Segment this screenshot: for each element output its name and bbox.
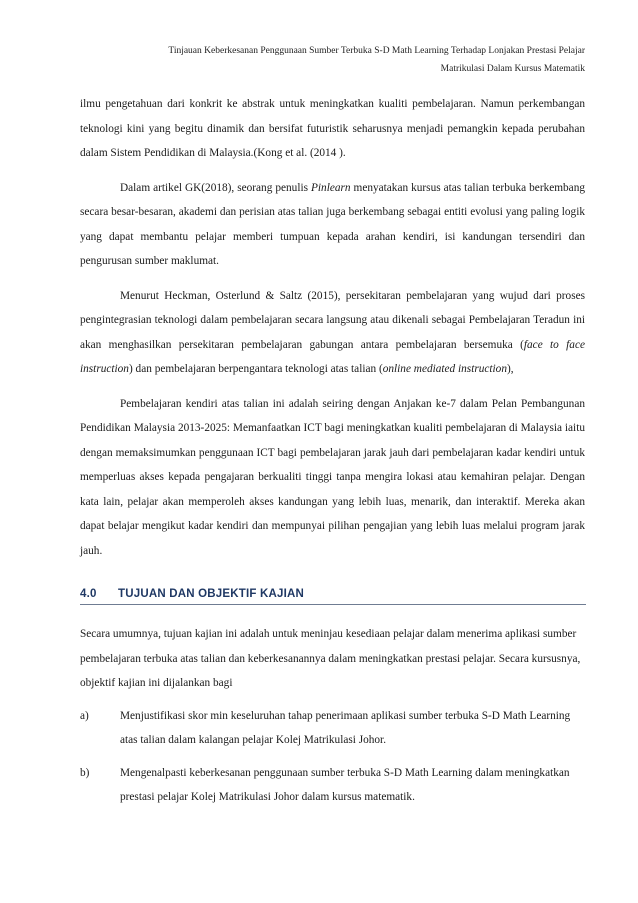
paragraph-3-emphasis-1: face to face instruction (80, 338, 585, 375)
body-text (80, 92, 585, 573)
section-heading (80, 588, 586, 605)
paragraph-3-text-a: Menurut Heckman, Osterlund & Saltz (2015), persekitaran pembelajaran yang wujud dari proses pengintegrasian teknologi dalam pembelajaran secara langsung atau dikenali sebagai Pembelajaran Teradun ini akan menghasilkan persekitaran pembelajaran gabungan antara pembelajaran bersemuka ( (80, 289, 585, 351)
paragraph-1: ilmu pengetahuan dari konkrit ke abstrak untuk meningkatkan kualiti pembelajaran. Namun perkembangan teknologi kini yang begitu dinamik dan bersifat futuristik seharusnya menjadi pemangkin kepada perubahan dalam Sistem Pendidikan di Malaysia.(Kong et al. (2014 ). (80, 98, 585, 159)
header-line-2: Matrikulasi Dalam Kursus Matematik (440, 64, 585, 74)
objective-item (80, 704, 590, 753)
paragraph-3-emphasis-2: online mediated instruction (382, 363, 507, 375)
paragraph-2-emphasis: Pinlearn (311, 181, 351, 194)
objective-text: Menjustifikasi skor min keseluruhan tahap penerimaan aplikasi sumber terbuka S-D Math Learning atas talian dalam kalangan pelajar Kolej Matrikulasi Johor. (120, 709, 571, 746)
paragraph-2 (80, 176, 585, 274)
running-header (80, 42, 585, 78)
objective-marker: a) (80, 709, 89, 722)
objective-item (80, 761, 590, 810)
section-title: TUJUAN DAN OBJEKTIF KAJIAN (118, 588, 305, 600)
paragraph-3-text-c: ), (506, 363, 514, 375)
paragraph-3 (80, 284, 585, 382)
paragraph-4: Pembelajaran kendiri atas talian ini adalah seiring dengan Anjakan ke-7 dalam Pelan Pembangunan Pendidikan Malaysia 2013-2025: Memanfaatkan ICT bagi meningkatkan kualiti pembelajaran di Malaysia iaitu dengan memaksimumkan penggunaan ICT bagi pembelajaran jarak jauh dari pembelajaran kadar kendiri untuk memperluas akses kepada pengajaran berkualiti tinggi tanpa mengira lokasi atau kemahiran pelajar. Dengan kata lain, pelajar akan memperoleh akses kandungan yang lebih luas, menarik, dan interaktif. Mereka akan dapat belajar mengikut kadar kendiri dan mempunyai pilihan pengajian yang lebih luas melalui program jarak jauh. (80, 397, 585, 557)
objective-marker: b) (80, 766, 90, 779)
paragraph-3-text-b: ) dan pembelajaran berpengantara teknologi atas talian ( (128, 363, 383, 375)
paragraph-2-text-a: Dalam artikel GK(2018), seorang penulis (120, 181, 311, 194)
paragraph-2-text-b: menyatakan kursus atas talian terbuka berkembang secara besar-besaran, akademi dan perisian atas talian juga berkembang sebagai entiti evolusi yang paling logik yang dapat membantu pelajar memberi tumpuan kepada arahan kendiri, isi kandungan tersendiri dan pengurusan sumber maklumat. (80, 181, 585, 267)
section-intro: Secara umumnya, tujuan kajian ini adalah untuk meninjau kesediaan pelajar dalam menerima aplikasi sumber pembelajaran terbuka atas talian dan keberkesanannya dalam meningkatkan prestasi pelajar. Secara kursusnya, objektif kajian ini dijalankan bagi (80, 628, 581, 689)
section-body (80, 622, 590, 818)
objective-text: Mengenalpasti keberkesanan penggunaan sumber terbuka S-D Math Learning dalam meningkatkan prestasi pelajar Kolej Matrikulasi Johor dalam kursus matematik. (120, 766, 570, 803)
header-line-1: Tinjauan Keberkesanan Penggunaan Sumber Terbuka S-D Math Learning Terhadap Lonjakan Prestasi Pelajar (168, 46, 585, 56)
section-number: 4.0 (80, 588, 97, 600)
